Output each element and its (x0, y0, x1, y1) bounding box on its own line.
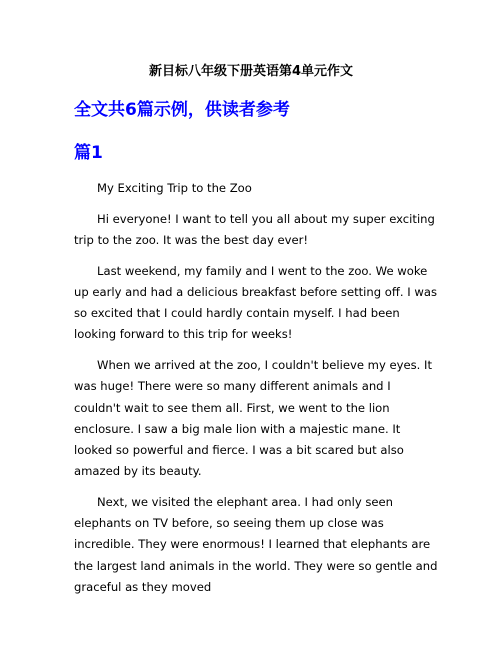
section-heading: 篇1 (74, 143, 103, 163)
essay-paragraph-1: Hi everyone! I want to tell you all about my super exciting trip to the zoo. It was the best day ever! (74, 211, 435, 247)
document-subtitle: 全文共6篇示例，供读者参考 (74, 100, 290, 120)
essay-body (74, 178, 438, 608)
document-title: 新目标八年级下册英语第4单元作文 (148, 64, 354, 79)
essay-title: My Exciting Trip to the Zoo (97, 181, 252, 195)
essay-paragraph-4: Next, we visited the elephant area. I had only seen elephants on TV before, so seeing them up close was incredible. They were enormous! I learned that elephants are the largest land animals in the world. They were so gentle and graceful as they moved (74, 495, 438, 594)
essay-paragraph-3: When we arrived at the zoo, I couldn't believe my eyes. It was huge! There were so many different animals and I couldn't wait to see them all. First, we went to the lion enclosure. I saw a big male lion with a majestic mane. It looked so powerful and fierce. I was a bit scared but also amazed by its beauty. (74, 358, 433, 479)
essay-paragraph-2: Last weekend, my family and I went to the zoo. We woke up early and had a delicious breakfast before setting off. I was so excited that I could hardly contain myself. I had been looking forward to this trip for weeks! (74, 263, 437, 342)
